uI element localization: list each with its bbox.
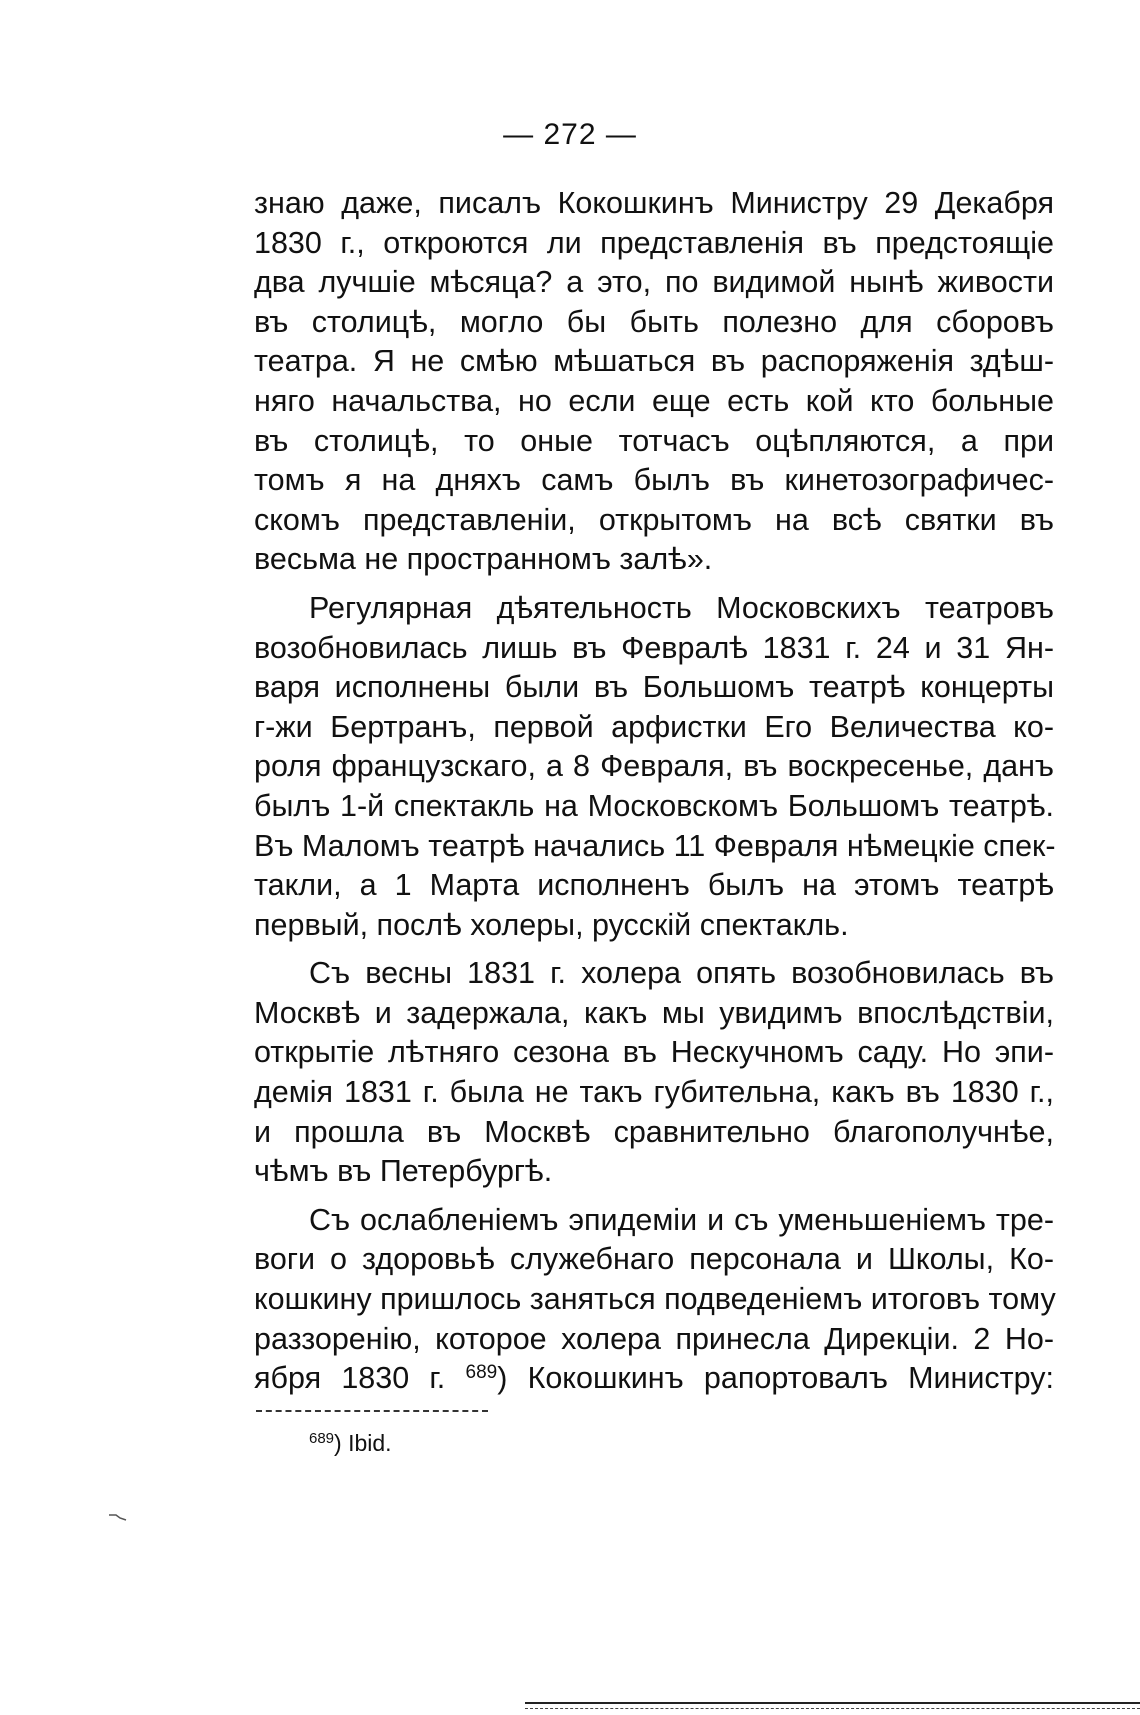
text-line: 1830 г., откроются ли представленія въ предстоящіе — [254, 225, 1054, 260]
text-line: Москвѣ и задержала, какъ мы увидимъ впослѣдствіи, — [254, 995, 1054, 1030]
text-line: Съ ослабленіемъ эпидеміи и съ уменьшеніемъ тре- — [309, 1202, 1054, 1237]
text-line: два лучшіе мѣсяца? а это, по видимой нынѣ живости — [254, 265, 1054, 300]
text-fragment: ) Кокошкинъ рапортовалъ Министру: — [497, 1361, 1054, 1396]
paragraph-4 — [254, 1201, 1054, 1399]
text-line: няго начальства, но если еще есть кой кто больные — [254, 383, 1054, 418]
body-text — [254, 184, 1054, 1408]
page-edge-rule — [525, 1702, 1140, 1709]
text-line: роля французскаго, а 8 Февраля, въ воскресенье, данъ — [254, 749, 1054, 784]
text-line-with-footnote-ref — [254, 1359, 1054, 1399]
text-line: весьма не пространномъ залѣ». — [254, 542, 713, 577]
scan-speck — [108, 1512, 132, 1522]
text-line: раззоренію, которое холера принесла Дирекціи. 2 Но- — [254, 1321, 1054, 1356]
text-line: Регулярная дѣятельность Московскихъ театровъ — [309, 590, 1054, 625]
footnote-separator — [256, 1410, 488, 1412]
text-line: открытіе лѣтняго сезона въ Нескучномъ саду. Но эпи- — [254, 1035, 1054, 1070]
text-line: чѣмъ въ Петербургѣ. — [254, 1154, 553, 1189]
text-line: первый, послѣ холеры, русскій спектакль. — [254, 907, 849, 942]
text-line: и прошла въ Москвѣ сравнительно благополучнѣе, — [254, 1114, 1054, 1149]
text-line: Въ Маломъ театрѣ начались 11 Февраля нѣмецкіе спек- — [254, 828, 1056, 863]
paragraph-1 — [254, 184, 1054, 580]
text-line: въ столицѣ, могло бы быть полезно для сборовъ — [254, 304, 1054, 339]
text-line: въ столицѣ, то оные тотчасъ оцѣпляются, а при — [254, 423, 1054, 458]
text-line: Съ весны 1831 г. холера опять возобновилась въ — [309, 956, 1054, 991]
text-line: варя исполнены были въ Большомъ театрѣ концерты — [254, 670, 1054, 705]
text-line: воги о здоровьѣ служебнаго персонала и Школы, Ко- — [254, 1242, 1054, 1277]
paragraph-3 — [254, 954, 1054, 1192]
paragraph-2 — [254, 589, 1054, 945]
text-line: демія 1831 г. была не такъ губительна, какъ въ 1830 г., — [254, 1075, 1054, 1110]
text-line: скомъ представленіи, открытомъ на всѣ святки въ — [254, 502, 1054, 537]
text-line: театра. Я не смѣю мѣшаться въ распоряженія здѣш- — [254, 344, 1054, 379]
text-fragment: ября 1830 г. — [254, 1361, 466, 1396]
text-line: знаю даже, писалъ Кокошкинъ Министру 29 Декабря — [254, 186, 1054, 220]
text-line: возобновилась лишь въ Февралѣ 1831 г. 24 и 31 Ян- — [254, 630, 1054, 665]
footnote-number: 689 — [309, 1430, 335, 1447]
text-line: кошкину пришлось заняться подведеніемъ итоговъ тому — [254, 1282, 1056, 1317]
text-line: томъ я на дняхъ самъ былъ въ кинетозографичес- — [254, 463, 1054, 498]
footnote — [309, 1428, 392, 1458]
page-number: — 272 — — [503, 118, 637, 151]
footnote-reference: 689 — [465, 1362, 498, 1384]
footnote-text: ) Ibid. — [334, 1430, 392, 1456]
text-line: г-жи Бертранъ, первой арфистки Его Величества ко- — [254, 709, 1054, 744]
text-line: былъ 1-й спектакль на Московскомъ Большомъ театрѣ. — [254, 788, 1054, 823]
text-line: такли, а 1 Марта исполненъ былъ на этомъ театрѣ — [254, 868, 1054, 903]
